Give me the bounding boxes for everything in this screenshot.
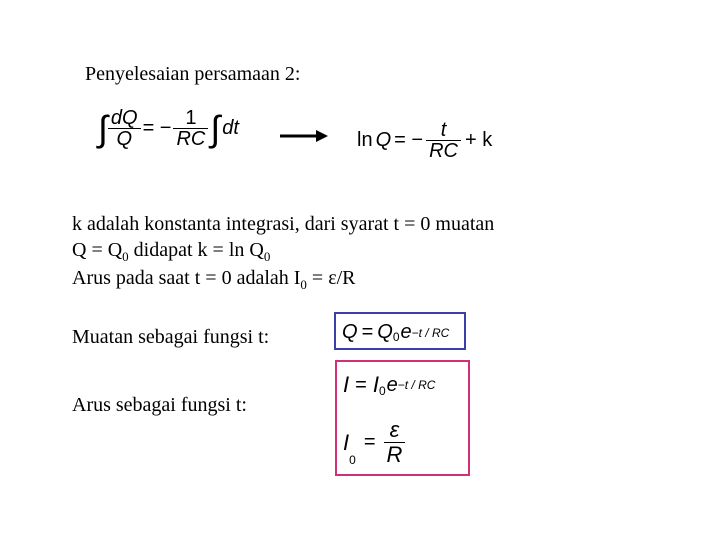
line2-sub: 0 — [122, 249, 129, 264]
line3-text-a: Arus pada saat t = 0 adalah I — [72, 267, 301, 289]
exponent-2: −t / RC — [397, 378, 436, 392]
q-var: Q — [375, 129, 392, 151]
paragraph-line-3 — [72, 266, 356, 297]
q-symbol: Q — [342, 321, 358, 343]
charge-formula — [342, 321, 449, 344]
fraction-dq-q — [108, 108, 141, 149]
paragraph-line-1: k adalah konstanta integrasi, dari syarat t = 0 muatan — [72, 213, 495, 235]
fraction-t-rc — [426, 120, 461, 161]
denominator-rc-2: RC — [426, 140, 461, 161]
current-formula — [343, 372, 435, 398]
i0-subscript-2: 0 — [349, 453, 356, 467]
dt: dt — [222, 117, 239, 139]
i0-symbol-2: I — [343, 429, 350, 455]
denominator-r: R — [384, 442, 406, 467]
e-symbol-2: e — [386, 373, 398, 396]
denominator-q: Q — [108, 128, 141, 149]
q0-symbol: Q — [377, 321, 393, 343]
page-title: Penyelesaian persamaan 2: — [85, 63, 301, 85]
i0-subscript: 0 — [378, 384, 386, 398]
equals-minus-2: = − — [394, 129, 424, 151]
charge-formula-box — [334, 312, 466, 350]
line2-text-b: didapat k = ln Q — [128, 239, 264, 261]
arrow-right-icon — [280, 128, 330, 144]
numerator-epsilon: ε — [389, 417, 400, 442]
fraction-epsilon-r — [384, 418, 406, 467]
line2-text-a: Q = Q — [72, 239, 123, 261]
numerator-t: t — [440, 119, 447, 141]
current-formula-box — [335, 360, 470, 476]
equals-minus: = − — [142, 117, 172, 139]
current-label: Arus sebagai fungsi t: — [72, 394, 247, 416]
i0-symbol: I — [372, 372, 379, 397]
ln: ln — [357, 129, 373, 151]
i-symbol: I — [343, 372, 350, 397]
numerator-dq: dQ — [110, 107, 138, 129]
integral-sign-2: ∫ — [210, 107, 221, 149]
plus-k: + k — [464, 129, 493, 151]
integral-sign: ∫ — [98, 107, 108, 149]
charge-label: Muatan sebagai fungsi t: — [72, 326, 270, 348]
exponent: −t / RC — [411, 325, 450, 340]
numerator-one: 1 — [185, 107, 197, 129]
equals-sign-3: = — [363, 431, 376, 453]
line3-text-b: = ε/R — [306, 267, 356, 289]
equals-sign-2: = — [355, 373, 367, 396]
paragraph-line-2 — [72, 238, 270, 269]
integral-equation — [98, 108, 239, 149]
fraction-1-rc — [173, 108, 208, 149]
equals-sign: = — [361, 321, 374, 343]
line2-sub-2: 0 — [263, 249, 271, 264]
e-symbol: e — [400, 321, 412, 343]
log-equation — [357, 120, 492, 161]
q0-subscript: 0 — [392, 330, 400, 344]
line3-sub: 0 — [300, 277, 307, 292]
denominator-rc: RC — [173, 128, 208, 149]
initial-current-formula — [343, 418, 405, 467]
